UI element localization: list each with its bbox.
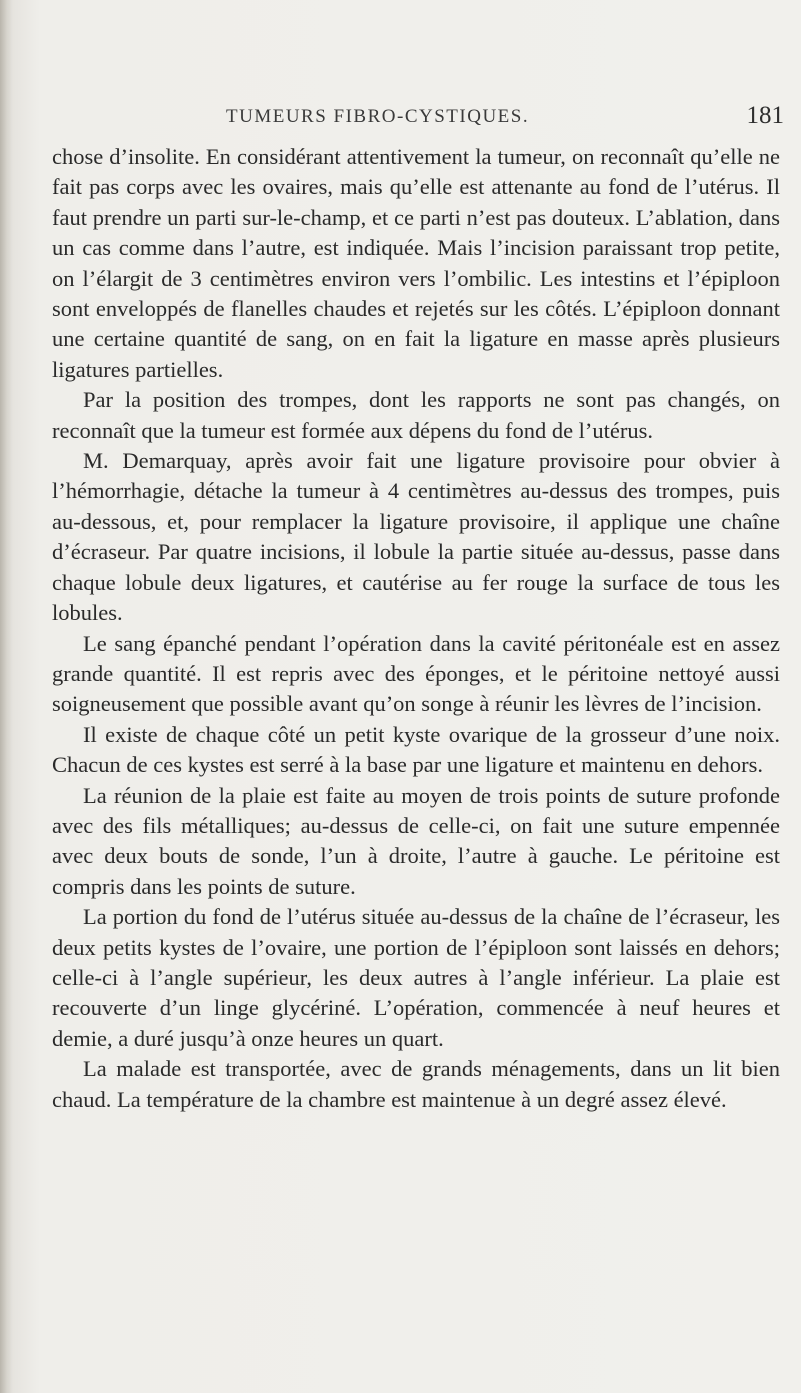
running-head: TUMEURS FIBRO-CYSTIQUES.	[226, 106, 530, 127]
body-text	[52, 142, 780, 1115]
paragraph: Le sang épanché pendant l’opération dans la cavité péritonéale est en assez grande quantité. Il est repris avec des éponges, et le péritoine nettoyé aussi soigneusement que possible avant qu’on songe à réunir les lèvres de l’incision.	[52, 630, 780, 717]
paragraph: M. Demarquay, après avoir fait une ligature provisoire pour obvier à l’hémorrhagie, détache la tumeur à 4 centimètres au-dessus des trompes, puis au-dessous, et, pour remplacer la ligature provisoire, il applique une chaîne d’écraseur. Par quatre incisions, il lobule la partie située au-dessus, passe dans chaque lobule deux ligatures, et cautérise au fer rouge la surface de tous les lobules.	[52, 448, 780, 626]
paragraph: La malade est transportée, avec de grands ménagements, dans un lit bien chaud. La température de la chambre est maintenue à un degré assez élevé.	[52, 1056, 780, 1112]
paragraph: Par la position des trompes, dont les rapports ne sont pas changés, on reconnaît que la tumeur est formée aux dépens du fond de l’utérus.	[52, 387, 780, 443]
page-number: 181	[746, 102, 784, 129]
paragraph: La réunion de la plaie est faite au moyen de trois points de suture profonde avec des fils métalliques; au-dessus de celle-ci, on fait une suture empennée avec deux bouts de sonde, l’un à droite, l’autre à gauche. Le péritoine est compris dans les points de suture.	[52, 782, 780, 899]
page-header	[50, 98, 788, 138]
paragraph: Il existe de chaque côté un petit kyste ovarique de la grosseur d’une noix. Chacun de ces kystes est serré à la base par une ligature et maintenu en dehors.	[52, 721, 780, 778]
binding-shadow	[0, 0, 12, 1393]
paragraph-continued: chose d’insolite. En considérant attentivement la tumeur, on reconnaît qu’elle ne fait pas corps avec les ovaires, mais qu’elle est attenante au fond de l’utérus. Il faut prendre un parti sur-le-champ, et ce parti n’est pas douteux. L’ablation, dans un cas comme dans l’autre, est indiquée. Mais l’incision paraissant trop petite, on l’élargit de 3 centimètres environ vers l’ombilic. Les intestins et l’épiploon sont enveloppés de flanelles chaudes et rejetés sur les côtés. L’épiploon donnant une certaine quantité de sang, on en fait la ligature en masse après plusieurs ligatures partielles.	[52, 144, 780, 382]
paragraph: La portion du fond de l’utérus située au-dessus de la chaîne de l’écraseur, les deux petits kystes de l’ovaire, une portion de l’épiploon sont laissés en dehors; celle-ci à l’angle supérieur, les deux autres à l’angle inférieur. La plaie est recouverte d’un linge glycériné. L’opération, commencée à neuf heures et demie, a duré jusqu’à onze heures un quart.	[52, 904, 780, 1051]
